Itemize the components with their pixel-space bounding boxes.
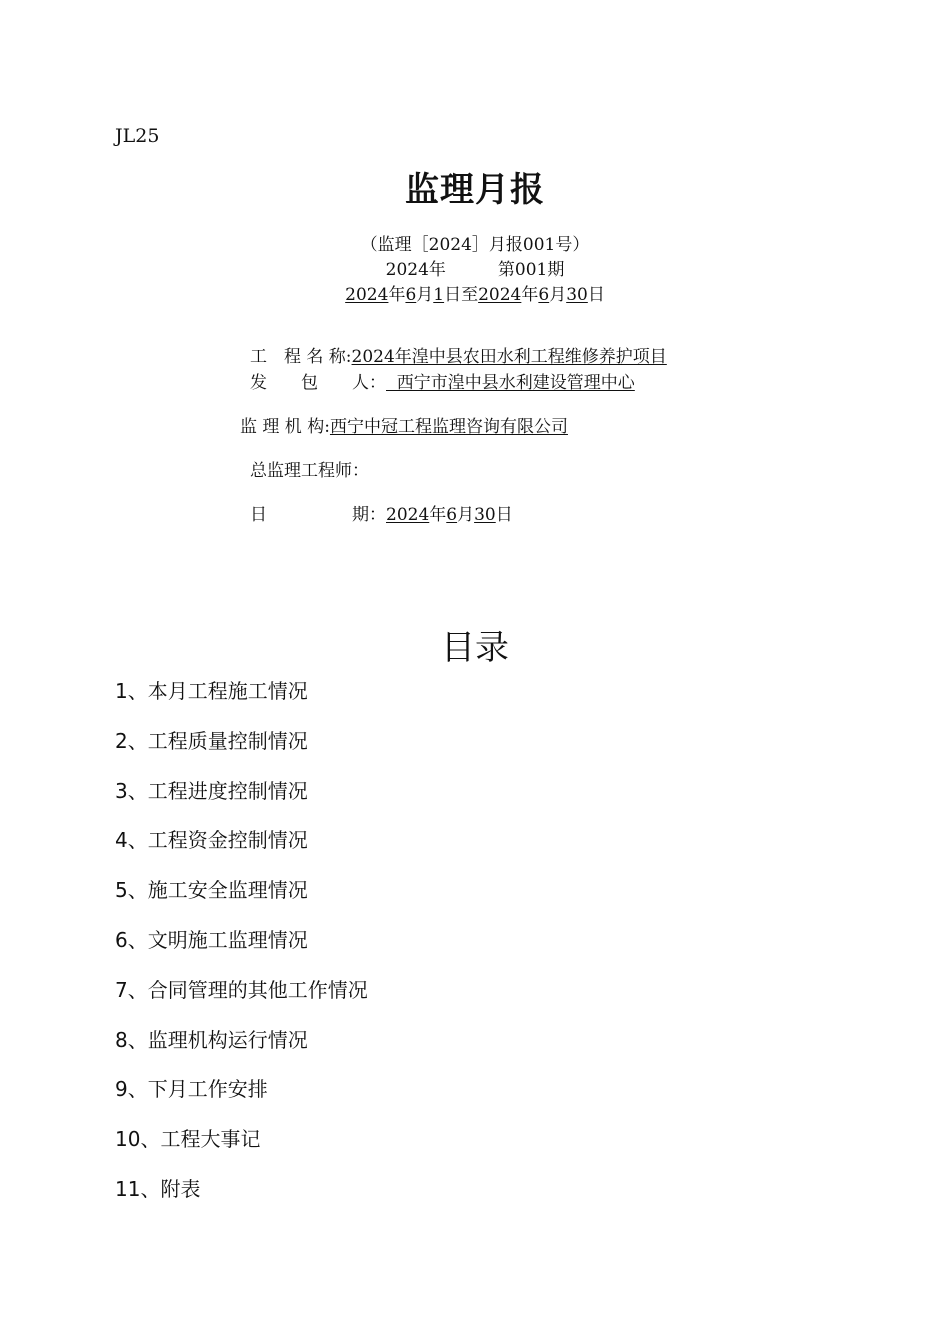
period-line: [0, 255, 950, 280]
range-start-year: 2024: [345, 285, 389, 305]
range-start-day: 1: [433, 285, 445, 305]
project-name-field: [250, 342, 667, 367]
range-end-day: 30: [566, 285, 588, 305]
range-end-year: 2024: [478, 285, 522, 305]
range-end-month: 6: [538, 285, 550, 305]
agency-field: [240, 412, 568, 437]
toc-item: 5、施工安全监理情况: [115, 878, 308, 903]
date-label: 日 期：: [250, 505, 386, 525]
date-field: 日 期：2024年6月30日: [250, 505, 513, 525]
page-title: 监理月报: [405, 170, 545, 210]
toc-item: 4、工程资金控制情况: [115, 828, 308, 853]
range-start-month: 6: [405, 285, 417, 305]
agency-value: 西宁中冠工程监理咨询有限公司: [329, 417, 568, 437]
agency-label: 监 理 机 构:: [240, 417, 330, 437]
toc-item: 11、附表: [115, 1176, 201, 1201]
date-day: 30: [474, 505, 496, 525]
issue-number: （监理［2024］月报001号）: [360, 235, 590, 255]
employer-field: [250, 368, 635, 393]
table-of-contents: [115, 677, 368, 1225]
toc-item: 2、工程质量控制情况: [115, 728, 308, 753]
date-year: 2024: [386, 505, 430, 525]
toc-item: 3、工程进度控制情况: [115, 778, 308, 803]
toc-item: 1、本月工程施工情况: [115, 679, 308, 703]
toc-item: 8、监理机构运行情况: [115, 1027, 308, 1052]
project-name-value: 2024年湟中县农田水利工程维修养护项目: [351, 347, 667, 367]
toc-item: 10、工程大事记: [115, 1127, 261, 1152]
document-code: JL25: [115, 125, 160, 147]
toc-item: 9、下月工作安排: [115, 1077, 268, 1102]
period-issue: 第001期: [497, 260, 565, 280]
date-month: 6: [446, 505, 458, 525]
toc-title: 目录: [441, 628, 509, 668]
chief-engineer-label: 总监理工程师：: [250, 461, 369, 481]
date-range: 2024年6月1日至2024年6月30日: [345, 285, 605, 305]
toc-item: 7、合同管理的其他工作情况: [115, 977, 368, 1002]
chief-engineer-field: [250, 456, 369, 481]
employer-value: 西宁市湟中县水利建设管理中心: [386, 373, 635, 393]
project-name-label: 工 程 名 称:: [250, 347, 352, 367]
employer-label: 发 包 人：: [250, 373, 386, 393]
toc-item: 6、文明施工监理情况: [115, 927, 308, 952]
period-year: 2024年: [385, 260, 446, 280]
